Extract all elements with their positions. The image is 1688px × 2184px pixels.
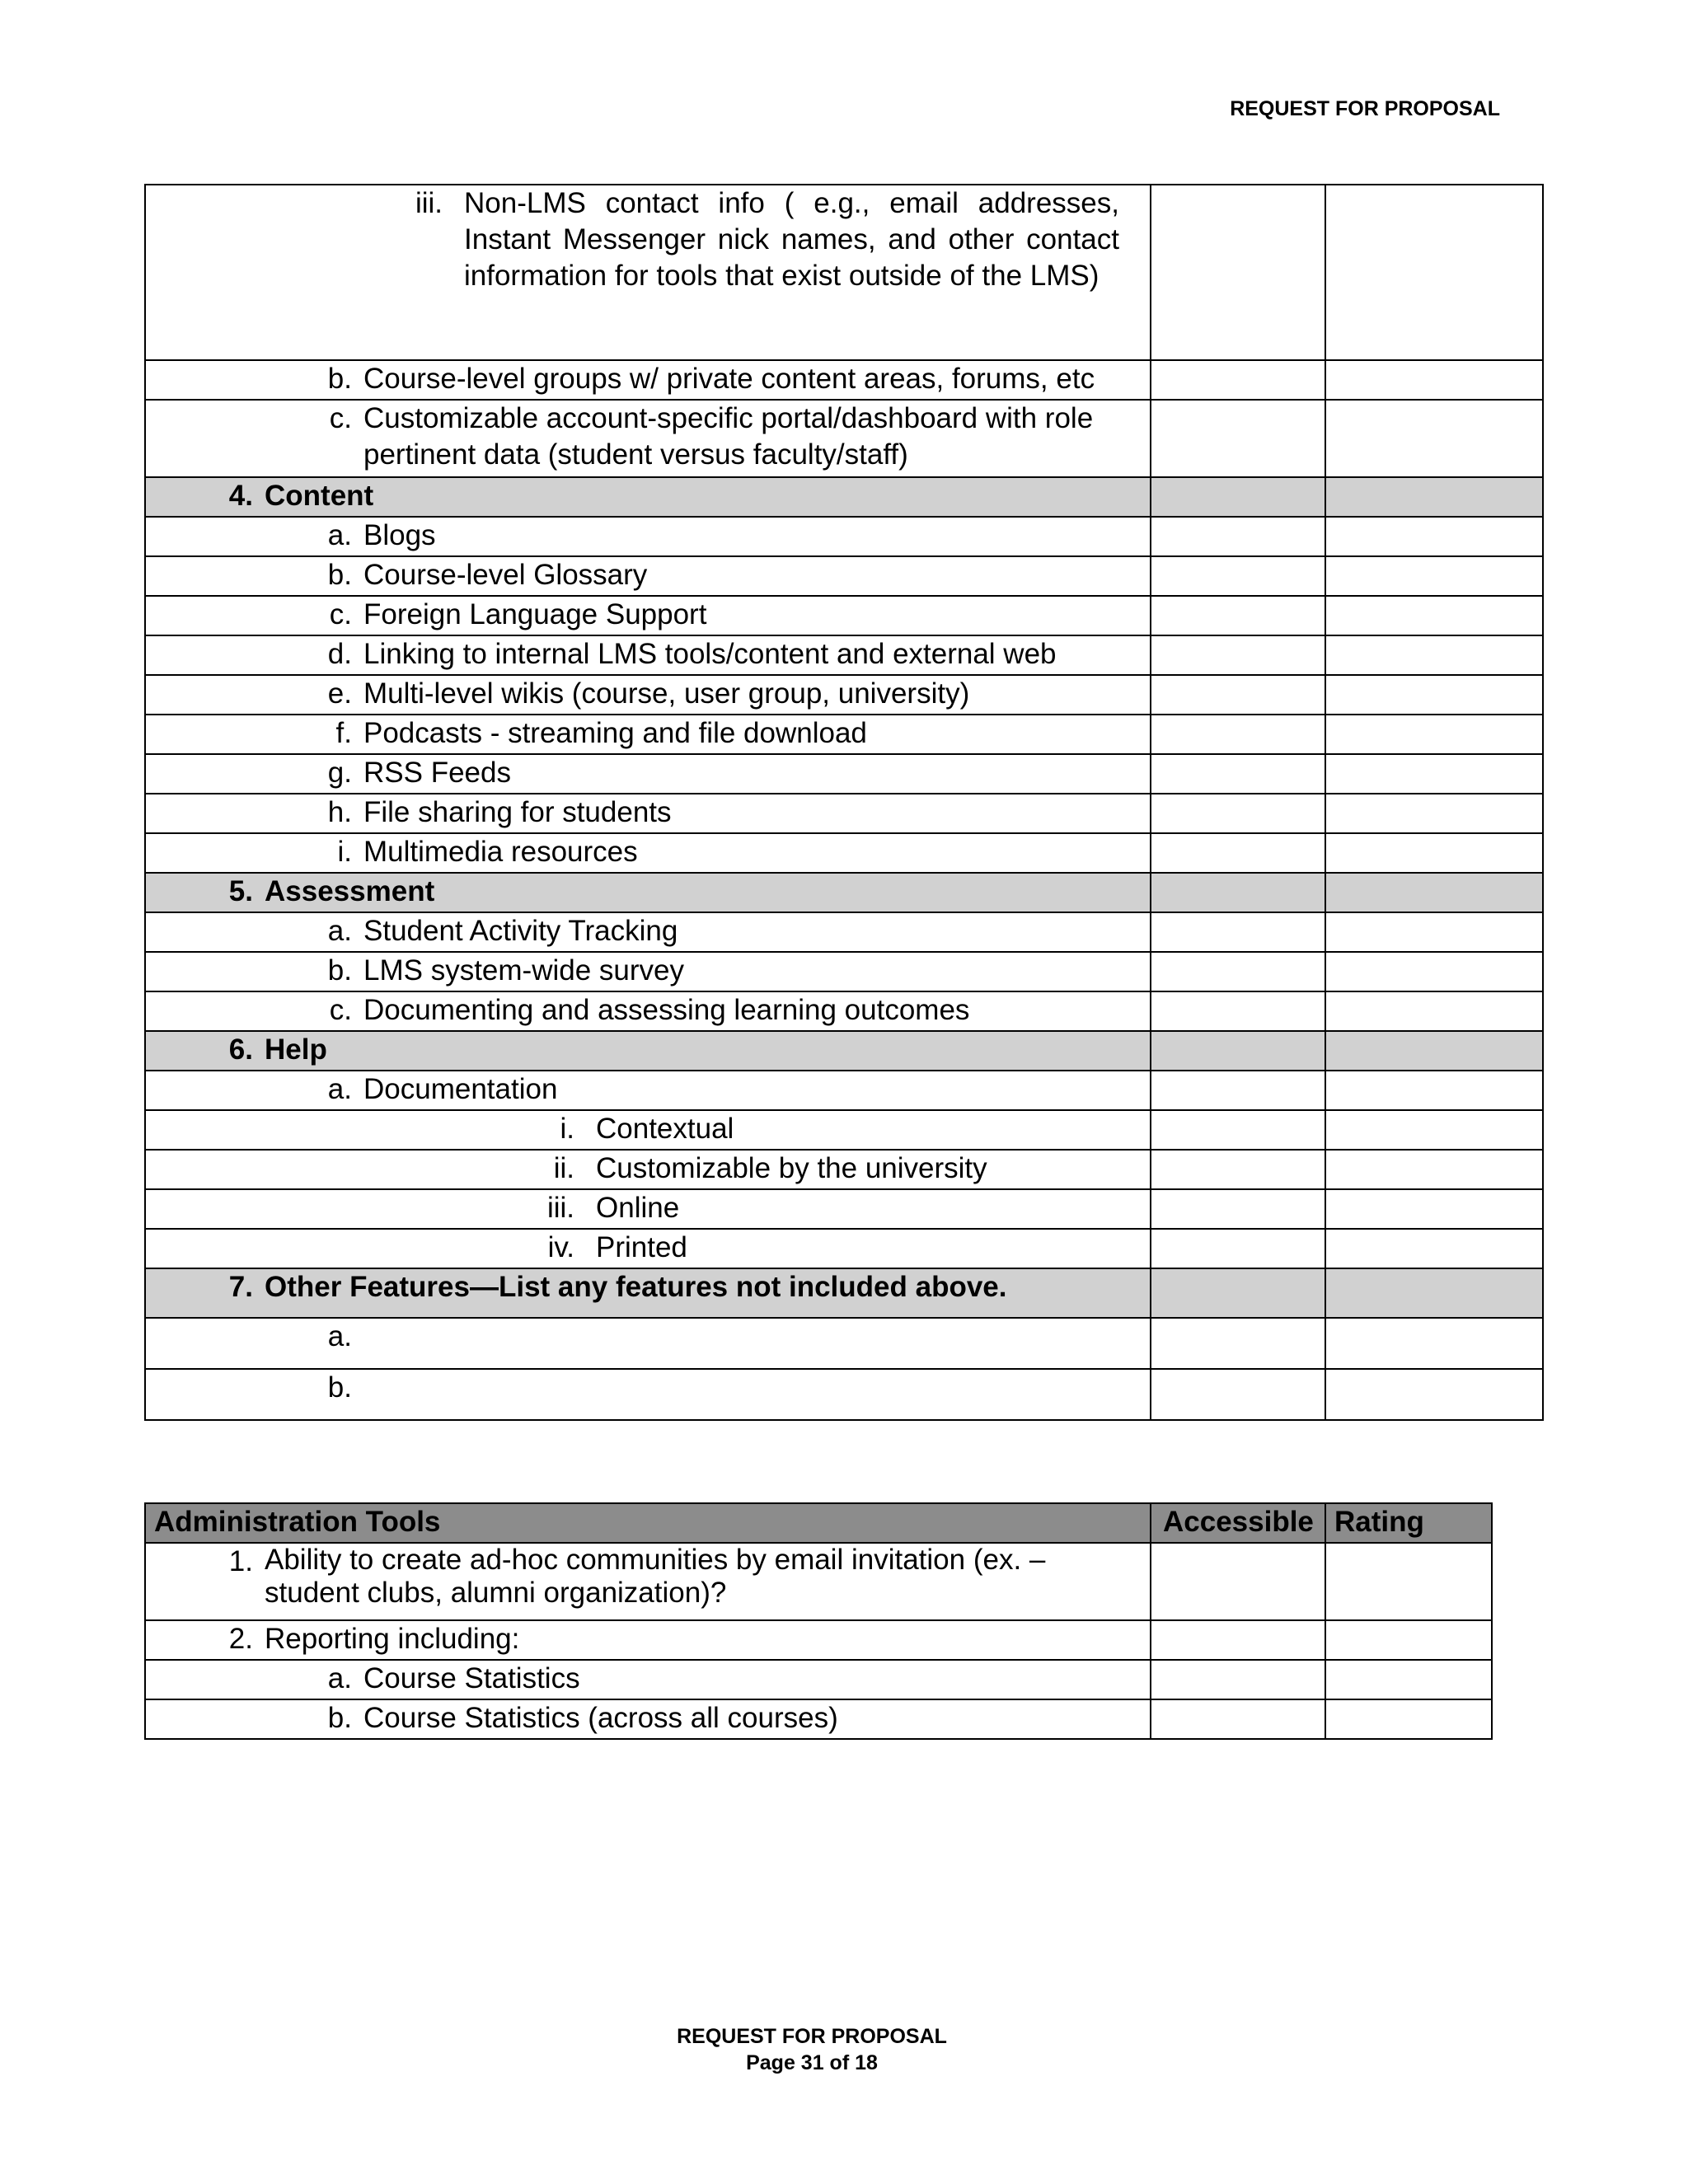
item-label: b. [327,363,352,395]
table-row [145,360,1543,400]
item-label: 1. [228,1545,253,1577]
accessible-cell[interactable] [1151,754,1325,794]
table-row [145,517,1543,556]
accessible-cell[interactable] [1151,185,1325,360]
accessible-cell[interactable] [1151,1699,1325,1739]
accessible-cell[interactable] [1151,1318,1325,1369]
rating-cell[interactable] [1325,1071,1543,1110]
accessible-cell[interactable] [1151,1071,1325,1110]
accessible-cell[interactable] [1151,1110,1325,1150]
rating-cell[interactable] [1325,1110,1543,1150]
item-label: iii. [415,187,443,219]
item-label: b. [327,559,352,591]
accessible-cell[interactable] [1151,517,1325,556]
table-row [145,1071,1543,1110]
footer-page-number: Page 31 of 18 [746,2051,878,2074]
table-row [145,675,1543,715]
item-cell [145,1660,1151,1699]
rating-cell[interactable] [1325,1543,1492,1620]
table-row [145,1268,1543,1318]
table-row [145,754,1543,794]
page-header-title: REQUEST FOR PROPOSAL [1230,97,1500,120]
table-row [145,991,1543,1031]
rating-cell[interactable] [1325,952,1543,991]
rating-cell[interactable] [1325,635,1543,675]
table-row [145,1660,1492,1699]
item-text: Student Activity Tracking [363,915,678,947]
item-label: g. [327,757,352,789]
rating-cell[interactable] [1325,1660,1492,1699]
item-cell [145,873,1151,912]
accessible-cell[interactable] [1151,1229,1325,1268]
item-label: i. [560,1113,574,1145]
accessible-cell[interactable] [1151,794,1325,833]
accessible-cell[interactable] [1151,1660,1325,1699]
accessible-cell[interactable] [1151,715,1325,754]
rating-cell[interactable] [1325,715,1543,754]
table-row [145,635,1543,675]
item-cell [145,912,1151,952]
item-cell [145,675,1151,715]
item-cell [145,1110,1151,1150]
item-cell [145,1543,1151,1620]
item-cell [145,833,1151,873]
item-cell [145,596,1151,635]
rating-cell[interactable] [1325,1189,1543,1229]
table-row [145,794,1543,833]
item-label: iv. [547,1231,574,1263]
rating-cell[interactable] [1325,596,1543,635]
table-row [145,1543,1492,1620]
item-cell [145,794,1151,833]
rating-cell[interactable] [1325,556,1543,596]
table-row [145,1150,1543,1189]
accessible-cell[interactable] [1151,556,1325,596]
item-cell [145,556,1151,596]
item-cell [145,517,1151,556]
rating-cell[interactable] [1325,1620,1492,1660]
admin-header-row [145,1503,1492,1543]
item-text: LMS system-wide survey [363,954,684,987]
table-row [145,1031,1543,1071]
item-cell [145,400,1151,477]
item-text: Course Statistics (across all courses) [363,1702,838,1734]
table-row [145,185,1543,360]
item-label: 6. [228,1033,253,1066]
accessible-cell[interactable] [1151,833,1325,873]
table-row [145,873,1543,912]
item-label: h. [327,796,352,828]
rating-cell[interactable] [1325,1229,1543,1268]
table-row [145,477,1543,517]
accessible-cell[interactable] [1151,873,1325,912]
table-row [145,596,1543,635]
item-text: Online [596,1192,680,1224]
item-text: Content [265,480,374,512]
item-text: Course Statistics [363,1662,580,1694]
item-text: Contextual [596,1113,734,1145]
item-cell [145,952,1151,991]
item-text: RSS Feeds [363,757,511,789]
item-label: ii. [553,1152,574,1184]
item-text: Customizable account-specific portal/dashboard with role pertinent data (student versus faculty/staff) [363,402,1094,471]
item-label: f. [335,717,352,749]
accessible-cell[interactable] [1151,1543,1325,1620]
item-text: Reporting including: [265,1623,520,1655]
accessible-cell[interactable] [1151,400,1325,477]
item-cell [145,754,1151,794]
table-row [145,1620,1492,1660]
accessible-cell[interactable] [1151,675,1325,715]
rating-cell[interactable] [1325,675,1543,715]
item-label: 5. [228,875,253,907]
accessible-cell[interactable] [1151,952,1325,991]
rating-cell[interactable] [1325,1150,1543,1189]
accessible-cell[interactable] [1151,635,1325,675]
item-cell [145,1268,1151,1318]
item-text: Course-level groups w/ private content areas, forums, etc [363,363,1095,395]
rating-cell[interactable] [1325,517,1543,556]
requirements-table [144,184,1544,1421]
item-cell [145,715,1151,754]
rating-cell[interactable] [1325,1268,1543,1318]
table-row [145,833,1543,873]
table-row [145,912,1543,952]
table-row [145,1110,1543,1150]
rating-cell[interactable] [1325,1031,1543,1071]
item-cell [145,635,1151,675]
item-label: b. [327,1371,352,1404]
accessible-cell[interactable] [1151,1189,1325,1229]
item-label: 7. [228,1271,253,1303]
accessible-cell[interactable] [1151,1268,1325,1318]
item-text: Documentation [363,1073,558,1105]
page-footer [0,2023,1624,2076]
item-label: e. [327,677,352,710]
item-text: Course-level Glossary [363,559,648,591]
item-cell [145,360,1151,400]
item-text: Blogs [363,519,436,551]
table-row [145,1369,1543,1420]
item-cell [145,1189,1151,1229]
item-text: Non-LMS contact info ( e.g., email addresses, Instant Messenger nick names, and other contact information for tools that exist outside of the LMS) [464,187,1119,292]
item-label: 2. [228,1623,253,1655]
rating-cell[interactable] [1325,477,1543,517]
accessible-cell[interactable] [1151,1150,1325,1189]
accessible-cell[interactable] [1151,596,1325,635]
table-row [145,1189,1543,1229]
item-text: Documenting and assessing learning outcomes [363,994,970,1026]
item-text: Help [265,1033,327,1066]
item-text: Podcasts - streaming and file download [363,717,867,749]
rating-cell[interactable] [1325,991,1543,1031]
item-text: Assessment [265,875,435,907]
rating-cell[interactable] [1325,185,1543,360]
rating-cell[interactable] [1325,833,1543,873]
table-row [145,1229,1543,1268]
item-cell [145,1699,1151,1739]
rating-cell[interactable] [1325,754,1543,794]
item-label: c. [329,402,352,434]
item-cell [145,1071,1151,1110]
accessible-cell[interactable] [1151,1031,1325,1071]
table-row [145,400,1543,477]
item-text: Printed [596,1231,687,1263]
item-label: 4. [228,480,253,512]
item-cell [145,1150,1151,1189]
rating-cell[interactable] [1325,873,1543,912]
item-label: iii. [546,1192,574,1224]
rating-cell[interactable] [1325,794,1543,833]
item-cell [145,185,1151,360]
item-text: Customizable by the university [596,1152,987,1184]
item-label: d. [327,638,352,670]
item-label: a. [327,519,352,551]
rating-cell[interactable] [1325,1318,1543,1369]
rating-cell[interactable] [1325,912,1543,952]
table-row [145,952,1543,991]
accessible-cell[interactable] [1151,991,1325,1031]
item-text: Multimedia resources [363,836,638,868]
item-label: a. [327,1662,352,1694]
item-label: b. [327,954,352,987]
item-label: i. [337,836,352,868]
item-text: Other Features—List any features not included above. [265,1271,1007,1303]
rating-cell[interactable] [1325,400,1543,477]
admin-header-tools: Administration Tools [145,1503,1151,1543]
item-cell [145,477,1151,517]
item-cell [145,1031,1151,1071]
rating-cell[interactable] [1325,360,1543,400]
item-text: Ability to create ad-hoc communities by email invitation (ex. – student clubs, alumni organization)? [265,1544,1046,1609]
item-cell [145,991,1151,1031]
rating-cell[interactable] [1325,1369,1543,1420]
item-text: File sharing for students [363,796,672,828]
item-cell [145,1229,1151,1268]
item-cell [145,1369,1151,1420]
item-label: a. [327,1320,352,1352]
admin-header-rating: Rating [1325,1503,1492,1543]
item-text: Linking to internal LMS tools/content and external web [363,638,1057,670]
administration-tools-table [144,1502,1493,1740]
item-text: Multi-level wikis (course, user group, university) [363,677,970,710]
item-label: a. [327,915,352,947]
item-text: Foreign Language Support [363,598,707,630]
accessible-cell[interactable] [1151,1369,1325,1420]
admin-header-accessible: Accessible [1151,1503,1325,1543]
accessible-cell[interactable] [1151,360,1325,400]
item-label: b. [327,1702,352,1734]
item-label: a. [327,1073,352,1105]
table-row [145,1318,1543,1369]
item-label: c. [329,598,352,630]
footer-title: REQUEST FOR PROPOSAL [677,2025,947,2048]
item-cell [145,1318,1151,1369]
table-row [145,1699,1492,1739]
accessible-cell[interactable] [1151,1620,1325,1660]
table-row [145,556,1543,596]
accessible-cell[interactable] [1151,477,1325,517]
rating-cell[interactable] [1325,1699,1492,1739]
item-label: c. [329,994,352,1026]
item-cell [145,1620,1151,1660]
table-row [145,715,1543,754]
accessible-cell[interactable] [1151,912,1325,952]
